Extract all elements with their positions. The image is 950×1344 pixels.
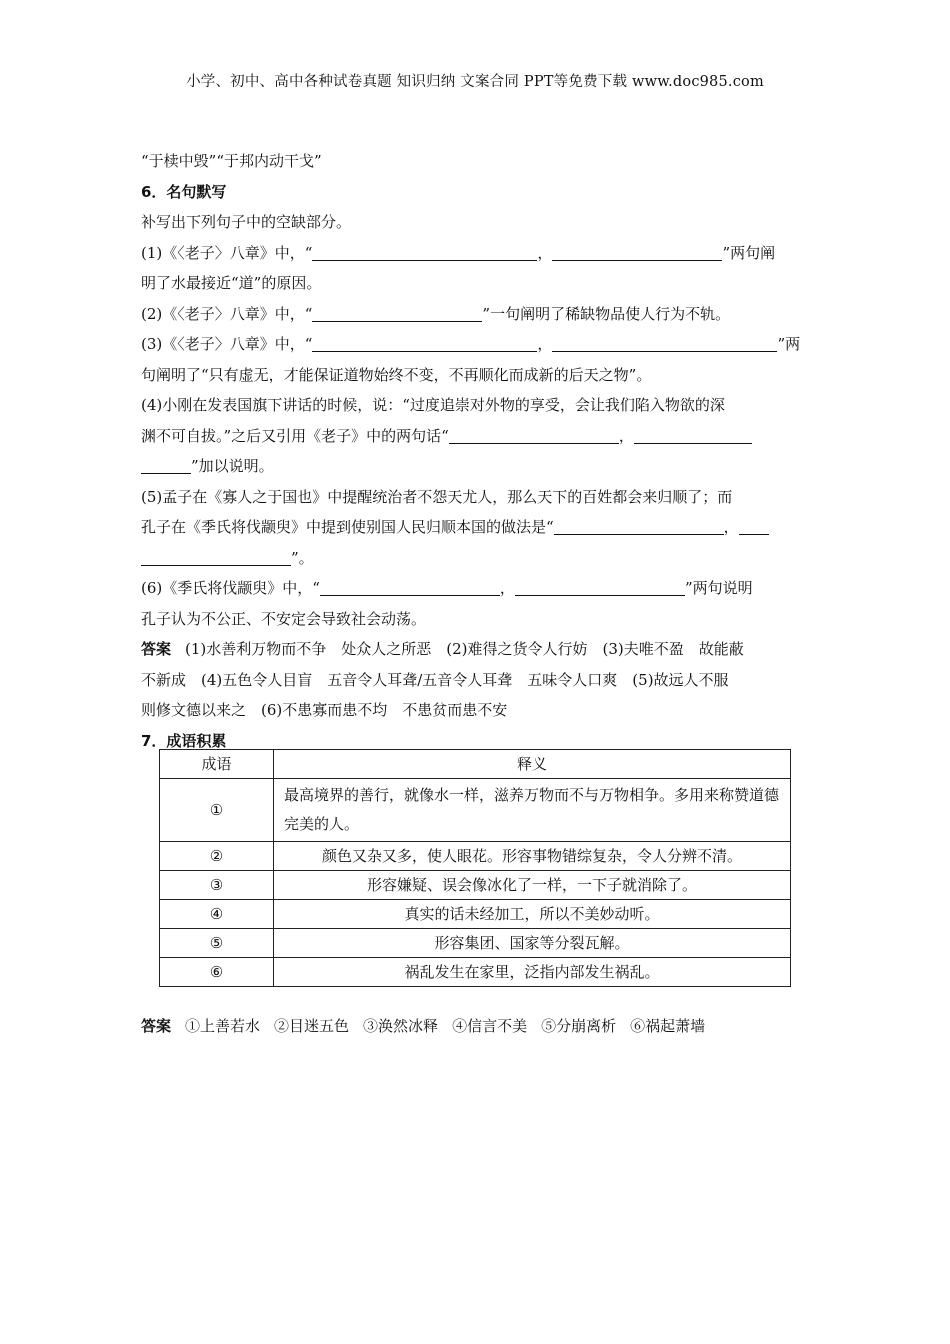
answer-blank[interactable] [141,548,291,566]
q7-answer-label: 答案 [141,1017,172,1035]
q6-item-3-cont: 句阐明了“只有虚无，才能保证道物始终不变，不再顺化而成新的后天之物”。 [141,365,652,384]
table-row [160,958,791,987]
row-number: ⑥ [160,958,274,987]
q6-answer-label: 答案 [141,640,172,658]
q6-item-1-cont: 明了水最接近“道”的原因。 [141,274,322,292]
answer-blank[interactable] [312,243,537,261]
answer-blank[interactable] [449,426,619,444]
q6-item-2-text: (2)《〈老子〉八章》中，“ [141,304,313,323]
row-number: ④ [160,900,274,929]
answer-blank[interactable] [554,517,724,535]
q7-answer-2: ②目迷五色 [274,1017,350,1035]
q7-answer [141,1012,705,1040]
table-header-idiom: 成语 [160,750,274,779]
q6-item-4-text: 渊不可自拔。”之后又引用《老子》中的两句话“ [141,426,449,445]
idiom-table [159,749,791,987]
q6-title: 6．名句默写 [141,182,227,201]
q6-item-3 [141,329,813,360]
q6-item-1-tail: ”两句阐 [722,243,776,262]
q6-item-3-sep: ， [537,335,553,353]
q6-item-3-text: (3)《〈老子〉八章》中，“ [141,335,313,353]
q6-item-2 [141,299,813,330]
q6-item-6-cont: 孔子认为不公正、不安定会导致社会动荡。 [141,609,427,628]
q6-item-5-sep: ， [723,518,739,536]
q7-answer-4: ④信言不美 [452,1017,528,1035]
q6-item-5-cont2 [141,543,813,574]
row-number: ③ [160,871,274,900]
row-definition: 形容集团、国家等分裂瓦解。 [274,929,791,958]
row-definition: 形容嫌疑、误会像冰化了一样，一下子就消除了。 [274,871,791,900]
q6-item-5: (5)孟子在《寡人之于国也》中提醒统治者不怨天尤人，那么天下的百姓都会来归顺了；而 [141,487,733,506]
q6-answer-text-1: (1)水善利万物而不争 处众人之所恶 (2)难得之货令人行妨 (3)夫唯不盈 故能蔽 [185,640,744,658]
answer-blank[interactable] [552,243,722,261]
row-definition: 最高境界的善行，就像水一样，滋养万物而不与万物相争。多用来称赞道德完美的人。 [274,779,791,842]
q6-answer [141,634,813,665]
q6-answer-line-2: 不新成 (4)五色令人目盲 五音令人耳聋/五音令人耳聋 五味令人口爽 (5)故远人不服 [141,670,729,689]
q6-item-6 [141,573,813,604]
q6-item-5-tail: ”。 [291,548,314,567]
page-header: 小学、初中、高中各种试卷真题 知识归纳 文案合同 PPT等免费下载 www.doc985.com [186,74,764,90]
row-number: ⑤ [160,929,274,958]
answer-blank[interactable] [634,426,752,444]
q6-item-6-sep: ， [499,579,515,597]
row-number: ① [160,779,274,842]
answer-blank[interactable] [312,304,482,322]
table-row [160,929,791,958]
q6-item-5-text: 孔子在《季氏将伐颛臾》中提到使别国人民归顺本国的做法是“ [141,518,554,536]
row-number: ② [160,842,274,871]
q6-item-4-cont2 [141,451,813,482]
q6-item-1-sep: ， [537,243,553,262]
q6-item-1 [141,238,813,269]
q6-item-2-tail: ”一句阐明了稀缺物品使人行为不轨。 [482,304,731,323]
q6-item-6-text: (6)《季氏将伐颛臾》中，“ [141,579,320,597]
answer-blank[interactable] [552,334,777,352]
q7-answer-6: ⑥祸起萧墙 [630,1017,706,1035]
row-definition: 颜色又杂又多，使人眼花。形容事物错综复杂，令人分辨不清。 [274,842,791,871]
q7-answer-5: ⑤分崩离析 [541,1017,617,1035]
table-row [160,779,791,842]
q6-item-4-cont [141,421,813,452]
q6-item-1-text: (1)《〈老子〉八章》中，“ [141,243,313,262]
answer-blank[interactable] [515,578,685,596]
intro-line: “于椟中毁”“于邦内动干戈” [141,152,322,170]
q6-item-4: (4)小刚在发表国旗下讲话的时候，说：“过度追崇对外物的享受，会让我们陷入物欲的深 [141,396,725,414]
answer-blank[interactable] [312,334,537,352]
q6-item-6-tail: ”两句说明 [684,579,753,597]
q7-title: 7．成语积累 [141,731,227,750]
q6-item-5-cont [141,512,813,543]
row-definition: 真实的话未经加工，所以不美妙动听。 [274,900,791,929]
row-definition: 祸乱发生在家里，泛指内部发生祸乱。 [274,958,791,987]
q6-instruction: 补写出下列句子中的空缺部分。 [141,213,352,231]
q6-item-4-sep: ， [618,426,634,445]
table-row [160,871,791,900]
q6-answer-line-3: 则修文德以来之 (6)不患寡而患不均 不患贫而患不安 [141,701,508,719]
q6-item-4-tail: ”加以说明。 [191,457,274,475]
table-row [160,900,791,929]
answer-blank[interactable] [320,578,500,596]
table-header-definition: 释义 [274,750,791,779]
page-content [141,146,813,756]
q7-answer-1: ①上善若水 [185,1017,261,1035]
answer-blank[interactable] [739,517,769,535]
answer-blank[interactable] [141,456,191,474]
q6-item-3-tail: ”两 [777,335,801,353]
q7-answer-3: ③涣然冰释 [363,1017,439,1035]
table-row [160,842,791,871]
